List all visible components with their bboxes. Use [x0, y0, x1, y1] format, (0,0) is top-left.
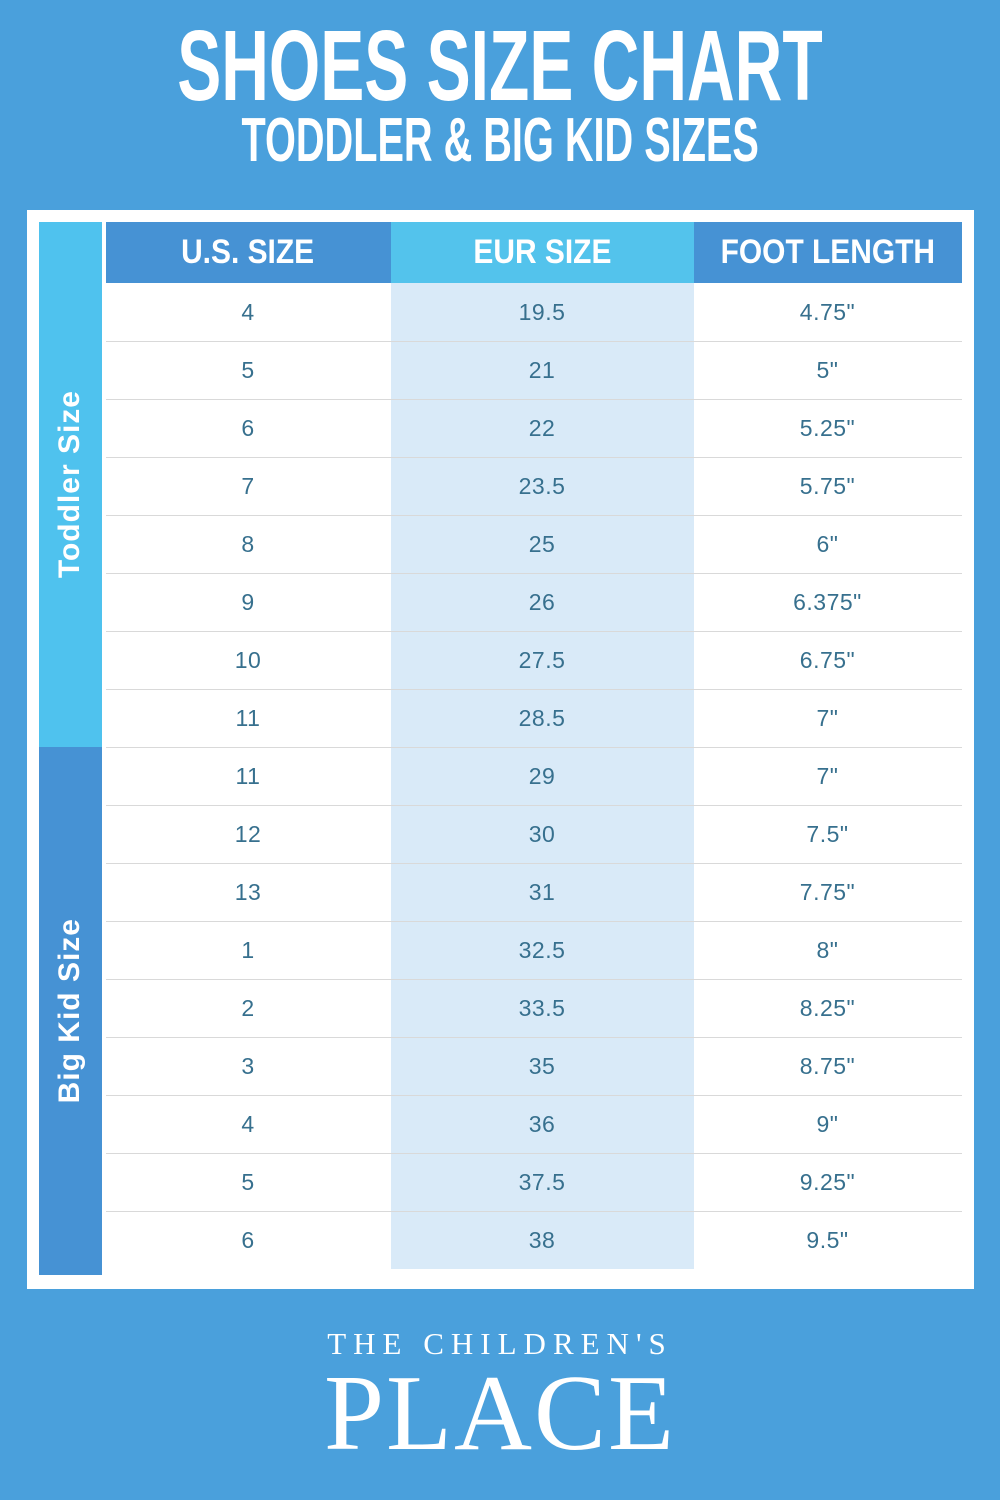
eur-size-cell: 21: [391, 342, 694, 399]
us-size-cell: 3: [241, 1053, 255, 1079]
eur-size-cell: 19.5: [391, 283, 694, 341]
foot-length-cell: 9": [816, 1111, 839, 1137]
table-row: [106, 1153, 962, 1211]
foot-length-cell: 7": [816, 763, 839, 789]
us-size-cell: 4: [241, 1111, 255, 1137]
eur-size-cell: 35: [391, 1038, 694, 1095]
us-size-cell: 9: [241, 589, 255, 615]
eur-size-column-header: EUR SIZE: [391, 222, 694, 283]
eur-size-cell: 37.5: [391, 1154, 694, 1211]
table-row: [106, 631, 962, 689]
toddler-size-label: Toddler Size: [53, 390, 86, 579]
us-size-cell: 6: [241, 1227, 255, 1253]
big-kid-size-section-band: [39, 747, 102, 1275]
title-block: [0, 0, 1000, 175]
table-row: [106, 1211, 962, 1269]
foot-length-cell: 9.25": [799, 1169, 856, 1195]
table-header-row: [106, 222, 962, 283]
eur-size-cell: 25: [391, 516, 694, 573]
foot-length-cell: 7": [816, 705, 839, 731]
table-row: [106, 341, 962, 399]
eur-size-cell: 23.5: [391, 458, 694, 515]
eur-size-cell: 30: [391, 806, 694, 863]
foot-length-cell: 6.375": [793, 589, 862, 615]
table-row: [106, 921, 962, 979]
eur-size-cell: 31: [391, 864, 694, 921]
table-row: [106, 747, 962, 805]
table-row: [106, 689, 962, 747]
us-size-cell: 8: [241, 531, 255, 557]
foot-length-column-header: FOOT LENGTH: [694, 222, 962, 283]
us-size-cell: 10: [234, 647, 262, 673]
us-size-cell: 11: [235, 705, 261, 731]
table-row: [106, 515, 962, 573]
us-size-cell: 11: [235, 763, 261, 789]
eur-size-cell: 32.5: [391, 922, 694, 979]
table-row: [106, 1095, 962, 1153]
table-row: [106, 863, 962, 921]
eur-size-cell: 29: [391, 748, 694, 805]
table-rows: [106, 283, 962, 1269]
foot-length-cell: 5.75": [799, 473, 856, 499]
us-size-cell: 4: [241, 298, 255, 325]
eur-size-cell: 27.5: [391, 632, 694, 689]
table-row: [106, 573, 962, 631]
table-row: [106, 283, 962, 341]
us-size-cell: 5: [241, 1169, 255, 1195]
eur-size-cell: 33.5: [391, 980, 694, 1037]
table-row: [106, 457, 962, 515]
foot-length-cell: 6": [816, 531, 839, 557]
us-size-cell: 6: [241, 415, 255, 441]
us-size-cell: 5: [241, 357, 255, 383]
table-row: [106, 399, 962, 457]
table-row: [106, 1037, 962, 1095]
eur-size-cell: 26: [391, 574, 694, 631]
foot-length-cell: 8.25": [799, 995, 856, 1021]
us-size-cell: 1: [241, 937, 255, 963]
us-size-cell: 2: [241, 995, 255, 1021]
toddler-size-section-band: [39, 222, 102, 747]
size-chart-frame: [27, 210, 974, 1289]
eur-size-cell: 36: [391, 1096, 694, 1153]
size-table: [106, 222, 962, 1269]
us-size-cell: 7: [241, 473, 255, 499]
eur-size-cell: 22: [391, 400, 694, 457]
table-row: [106, 979, 962, 1037]
foot-length-cell: 9.5": [806, 1227, 849, 1253]
eur-size-cell: 28.5: [391, 690, 694, 747]
section-sidebar: [39, 222, 102, 1275]
foot-length-cell: 4.75": [799, 298, 856, 325]
table-row: [106, 805, 962, 863]
big-kid-size-label: Big Kid Size: [53, 918, 86, 1104]
page-subtitle: TODDLER & BIG KID SIZES: [241, 106, 759, 175]
us-size-column-header: U.S. SIZE: [106, 222, 391, 283]
foot-length-cell: 7.75": [799, 879, 856, 905]
eur-size-cell: 38: [391, 1212, 694, 1269]
foot-length-cell: 8.75": [799, 1053, 856, 1079]
foot-length-cell: 6.75": [799, 647, 856, 673]
page-title: SHOES SIZE CHART: [177, 10, 823, 122]
foot-length-cell: 7.5": [806, 821, 849, 847]
foot-length-cell: 5.25": [799, 415, 856, 441]
foot-length-cell: 5": [816, 357, 839, 383]
us-size-cell: 12: [234, 821, 262, 847]
us-size-cell: 13: [234, 879, 262, 905]
brand-footer: [0, 1326, 1000, 1473]
foot-length-cell: 8": [816, 937, 839, 963]
brand-name-bottom: PLACE: [323, 1354, 677, 1473]
brand-name-top: THE CHILDREN'S: [327, 1326, 673, 1361]
